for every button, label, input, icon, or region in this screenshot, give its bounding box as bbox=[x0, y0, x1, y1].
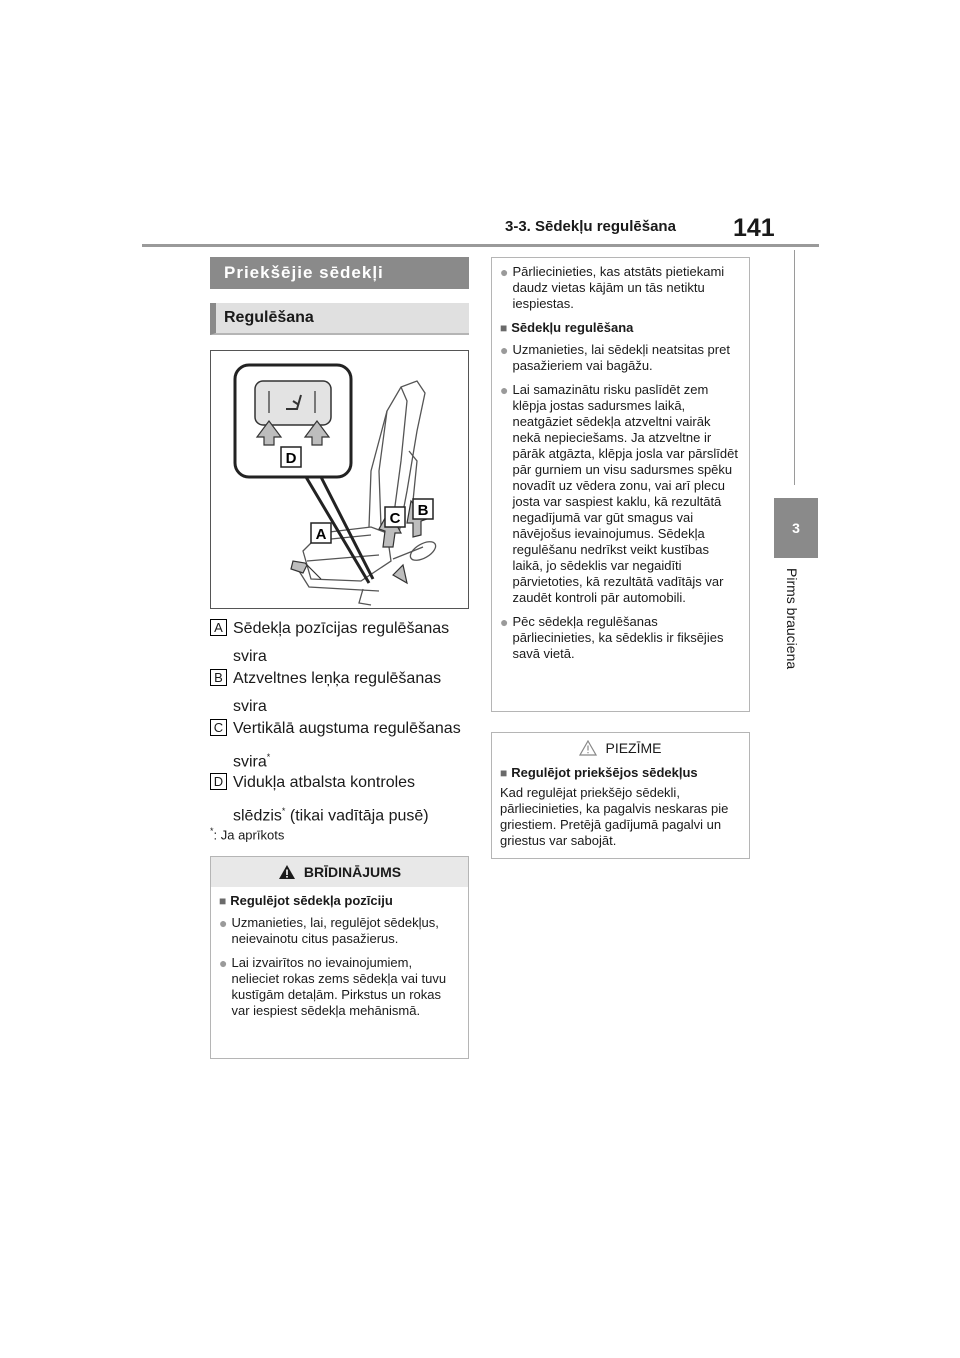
warning-item: Lai samazinātu risku paslīdēt zem klēpja jostas sadursmes laikā, neatgāziet sēdekļa atzveltni vairāk nekā nepieciešams. Ja atzveltne ir pārāk atgāzta, klēpja josla var pārslīdēt pār gurniem un visu sadursmes spēku novadīt uz vēdera zonu, vai arī plecu josta var saspiest kaklu, kā rezultātā negadījumā var gūt smagus vai nāvējošus ievainojumus. Sēdekļa regulēšanu nedrīkst veikt kustības laikā, jo sēdeklis var negaidīti pārvietoties, kā rezultātā vadītājs var zaudēt kontroli pār automobili. bbox=[512, 382, 738, 605]
seat-figure bbox=[210, 350, 469, 609]
legend-text: Atzveltnes leņķa regulēšanas bbox=[233, 670, 442, 687]
note-box bbox=[491, 732, 750, 859]
note-title: PIEZĪME bbox=[605, 740, 662, 756]
legend-text-cont: slēdzis bbox=[233, 807, 282, 825]
note-box-header bbox=[492, 733, 749, 763]
bullet-icon: ● bbox=[500, 614, 509, 630]
legend-text: Vertikālā augstuma regulēšanas bbox=[233, 720, 461, 737]
bullet-icon: ● bbox=[500, 264, 509, 280]
legend-item-a bbox=[210, 618, 470, 668]
legend-letter: C bbox=[210, 719, 227, 736]
legend-text: Sēdekļa pozīcijas regulēšanas bbox=[233, 620, 450, 637]
figure-label-b: B bbox=[417, 502, 429, 519]
warning-item: Pārliecinieties, kas atstāts pietiekami daudz vietas kājām un tās netiktu iespiestas. bbox=[512, 264, 725, 311]
legend-item-b bbox=[210, 668, 470, 718]
warning-section-title: Sēdekļu regulēšana bbox=[511, 320, 634, 335]
side-divider bbox=[794, 250, 795, 485]
footnote-text: : Ja aprīkots bbox=[213, 827, 285, 843]
square-bullet-icon: ■ bbox=[219, 894, 227, 908]
warning-box bbox=[210, 856, 469, 1059]
bullet-icon: ● bbox=[500, 382, 509, 398]
bullet-icon: ● bbox=[219, 955, 228, 971]
legend-text-cont: svira bbox=[233, 753, 267, 771]
legend-text-rest: (tikai vadītāja pusē) bbox=[285, 807, 429, 825]
square-bullet-icon: ■ bbox=[500, 321, 508, 335]
section-title: 3-3. Sēdekļu regulēšana bbox=[505, 218, 676, 235]
figure-label-c: C bbox=[389, 510, 401, 527]
footnote-mark: * bbox=[266, 752, 271, 762]
warning-item: Uzmanieties, lai, regulējot sēdekļus, neievainotu citus pasažierus. bbox=[231, 915, 439, 946]
sub-heading: Regulēšana bbox=[210, 303, 469, 335]
bullet-icon: ● bbox=[500, 342, 509, 358]
header-rule bbox=[142, 244, 819, 247]
chapter-label: Pirms brauciena bbox=[784, 568, 800, 670]
legend-text: Vidukļa atbalsta kontroles bbox=[233, 774, 416, 791]
warning-item: Lai izvairītos no ievainojumiem, nelieciet rokas zems sēdekļa vai tuvu kustīgām detaļām. Pirkstus un rokas var iespiest sēdekļa mehānismā. bbox=[231, 955, 447, 1018]
warning-triangle-icon bbox=[278, 864, 296, 880]
legend-item-d bbox=[210, 772, 470, 827]
warning-box-header bbox=[211, 857, 468, 887]
legend-letter: B bbox=[210, 669, 227, 686]
warning-title: BRĪDINĀJUMS bbox=[303, 864, 402, 880]
note-section-title: Regulējot priekšējos sēdekļus bbox=[511, 765, 698, 780]
legend-letter: A bbox=[210, 619, 227, 636]
caution-triangle-icon bbox=[579, 740, 597, 756]
footnote-mark: * bbox=[210, 826, 214, 836]
note-text: Kad regulējat priekšējo sēdekli, pārliecinieties, ka pagalvis neskaras pie griestiem. Pretējā gadījumā pagalvi un griestus var sabojāt. bbox=[500, 785, 729, 848]
footnote-mark: * bbox=[281, 806, 286, 816]
footnote bbox=[210, 826, 284, 842]
figure-label-a: A bbox=[315, 526, 327, 543]
warning-section-title: Regulējot sēdekļa pozīciju bbox=[230, 893, 393, 908]
bullet-icon: ● bbox=[219, 915, 228, 931]
legend-item-c bbox=[210, 718, 470, 773]
main-heading: Priekšējie sēdekļi bbox=[210, 257, 469, 289]
warning-item: Pēc sēdekļa regulēšanas pārliecinieties, ka sēdeklis ir fiksējies savā vietā. bbox=[512, 614, 724, 661]
figure-label-d: D bbox=[285, 450, 297, 467]
warning-continuation-box bbox=[491, 257, 750, 712]
chapter-tab: 3 bbox=[774, 498, 818, 558]
page-number: 141 bbox=[733, 214, 775, 242]
square-bullet-icon: ■ bbox=[500, 766, 508, 780]
warning-item: Uzmanieties, lai sēdekļi neatsitas pret pasažieriem vai bagāžu. bbox=[512, 342, 730, 373]
legend-letter: D bbox=[210, 773, 227, 790]
seat-illustration bbox=[211, 351, 468, 608]
legend-text-cont: svira bbox=[233, 698, 267, 715]
legend-text-cont: svira bbox=[233, 648, 267, 665]
